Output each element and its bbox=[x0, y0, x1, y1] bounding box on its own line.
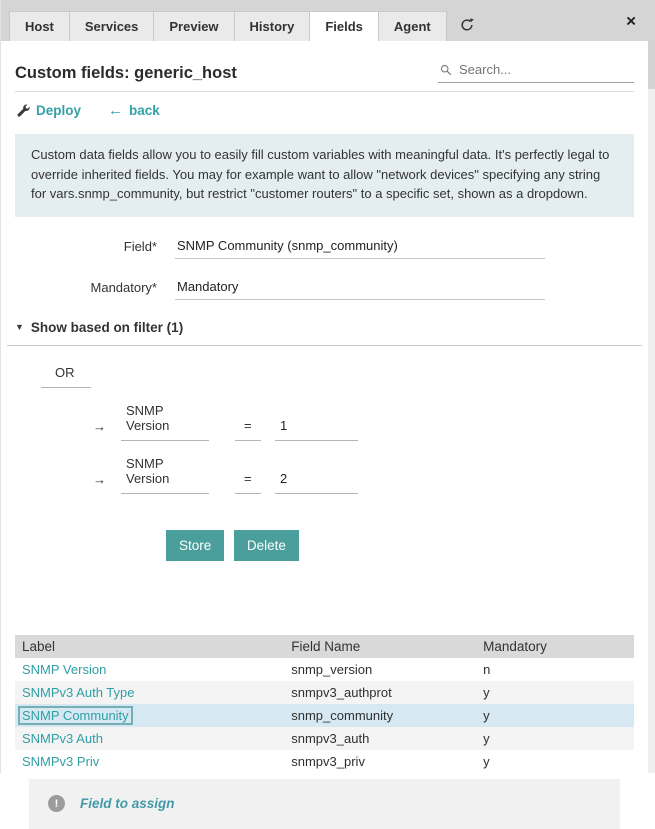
column-header-field-name: Field Name bbox=[284, 635, 476, 658]
store-button[interactable]: Store bbox=[166, 530, 224, 561]
column-header-label: Label bbox=[15, 635, 284, 658]
hint-text: Field to assign bbox=[80, 796, 175, 811]
condition-value-wrap bbox=[275, 418, 358, 441]
table-header-row bbox=[15, 635, 634, 658]
mandatory-select[interactable]: Mandatory bbox=[175, 279, 545, 300]
tab-preview[interactable]: Preview bbox=[153, 11, 234, 41]
field-label: Field* bbox=[123, 238, 157, 254]
action-links bbox=[15, 92, 634, 118]
back-link[interactable] bbox=[108, 103, 160, 118]
chevron-down-icon: ▼ bbox=[15, 322, 24, 332]
search-box[interactable] bbox=[438, 59, 634, 83]
field-link[interactable]: SNMPv3 Auth Type bbox=[22, 684, 135, 700]
field-name-cell: snmpv3_authprot bbox=[284, 681, 476, 704]
condition-operator-select[interactable]: = bbox=[235, 418, 261, 441]
filter-condition-row bbox=[93, 456, 634, 494]
search-icon bbox=[440, 64, 452, 76]
back-link-label: back bbox=[129, 103, 160, 118]
condition-value-wrap bbox=[275, 471, 358, 494]
condition-value-input[interactable] bbox=[275, 418, 358, 440]
fields-table-wrap bbox=[15, 635, 634, 773]
field-name-cell: snmpv3_auth bbox=[284, 727, 476, 750]
filter-operator-select[interactable]: OR bbox=[41, 365, 91, 388]
filter-collapse-toggle[interactable] bbox=[15, 320, 634, 335]
deploy-link-label: Deploy bbox=[36, 103, 82, 118]
table-row-selected[interactable] bbox=[15, 704, 634, 727]
form-row-mandatory bbox=[15, 279, 634, 300]
field-link[interactable]: SNMP Community bbox=[22, 707, 129, 723]
wrench-icon bbox=[17, 104, 30, 117]
mandatory-cell: y bbox=[476, 727, 634, 750]
tab-fields[interactable]: Fields bbox=[309, 11, 379, 41]
tab-history[interactable]: History bbox=[234, 11, 311, 41]
field-name-cell: snmpv3_priv bbox=[291, 753, 365, 769]
delete-button[interactable]: Delete bbox=[234, 530, 299, 561]
field-link[interactable]: SNMPv3 Priv bbox=[22, 753, 100, 769]
condition-arrow-icon: → bbox=[93, 471, 106, 487]
mandatory-cell: y bbox=[483, 753, 490, 769]
form-buttons bbox=[166, 530, 634, 561]
field-name-cell: snmp_version bbox=[291, 661, 373, 677]
condition-operator-select[interactable]: = bbox=[235, 471, 261, 494]
deploy-link[interactable] bbox=[17, 103, 81, 118]
refresh-icon[interactable] bbox=[460, 18, 474, 32]
condition-column-select[interactable]: SNMP Version bbox=[121, 456, 209, 494]
field-link[interactable]: SNMP Version bbox=[22, 661, 107, 677]
exclamation-circle-icon: ! bbox=[48, 795, 65, 812]
form-row-field bbox=[15, 238, 634, 259]
mandatory-cell: n bbox=[483, 661, 491, 677]
filter-condition-row bbox=[93, 403, 634, 441]
filter-toggle-label: Show based on filter (1) bbox=[30, 319, 184, 335]
mandatory-label: Mandatory* bbox=[90, 279, 157, 295]
field-select[interactable]: SNMP Community (snmp_community) bbox=[175, 238, 545, 259]
field-link[interactable]: SNMPv3 Auth bbox=[22, 730, 103, 746]
tab-host[interactable]: Host bbox=[9, 11, 70, 41]
close-icon[interactable]: × bbox=[626, 11, 636, 30]
info-box bbox=[15, 134, 634, 217]
table-row[interactable] bbox=[15, 681, 634, 704]
title-bar bbox=[15, 41, 634, 83]
content-area bbox=[1, 41, 648, 811]
fields-table bbox=[15, 635, 634, 773]
search-input[interactable] bbox=[457, 61, 632, 78]
page-title: Custom fields: generic_host bbox=[15, 64, 237, 82]
field-form bbox=[15, 238, 634, 561]
mandatory-cell: y bbox=[476, 704, 634, 727]
condition-arrow-icon: → bbox=[93, 418, 106, 434]
tab-services[interactable]: Services bbox=[69, 11, 155, 41]
column-header-mandatory: Mandatory bbox=[476, 635, 634, 658]
tab-agent[interactable]: Agent bbox=[378, 11, 447, 41]
scrollbar-thumb[interactable] bbox=[648, 41, 655, 89]
table-row[interactable] bbox=[15, 727, 634, 750]
scrollbar-track[interactable] bbox=[648, 41, 655, 773]
condition-column-select[interactable]: SNMP Version bbox=[121, 403, 209, 441]
field-name-cell: snmp_community bbox=[284, 704, 476, 727]
tab-bar bbox=[1, 0, 655, 41]
arrow-left-icon: ← bbox=[108, 102, 124, 119]
table-row[interactable] bbox=[15, 658, 634, 681]
info-box-text: Custom data fields allow you to easily fill custom variables with meaningful data. It's perfectly legal to override inherited fields. You may for example want to allow "network devices" specifying any string for vars.snmp_community, but restrict "customer routers" to a specific set, shown as a dropdown. bbox=[31, 147, 610, 201]
filter-builder bbox=[15, 346, 634, 494]
condition-value-input[interactable] bbox=[275, 471, 358, 493]
mandatory-cell: y bbox=[476, 681, 634, 704]
hint-box bbox=[29, 779, 620, 829]
table-row[interactable] bbox=[15, 750, 634, 773]
